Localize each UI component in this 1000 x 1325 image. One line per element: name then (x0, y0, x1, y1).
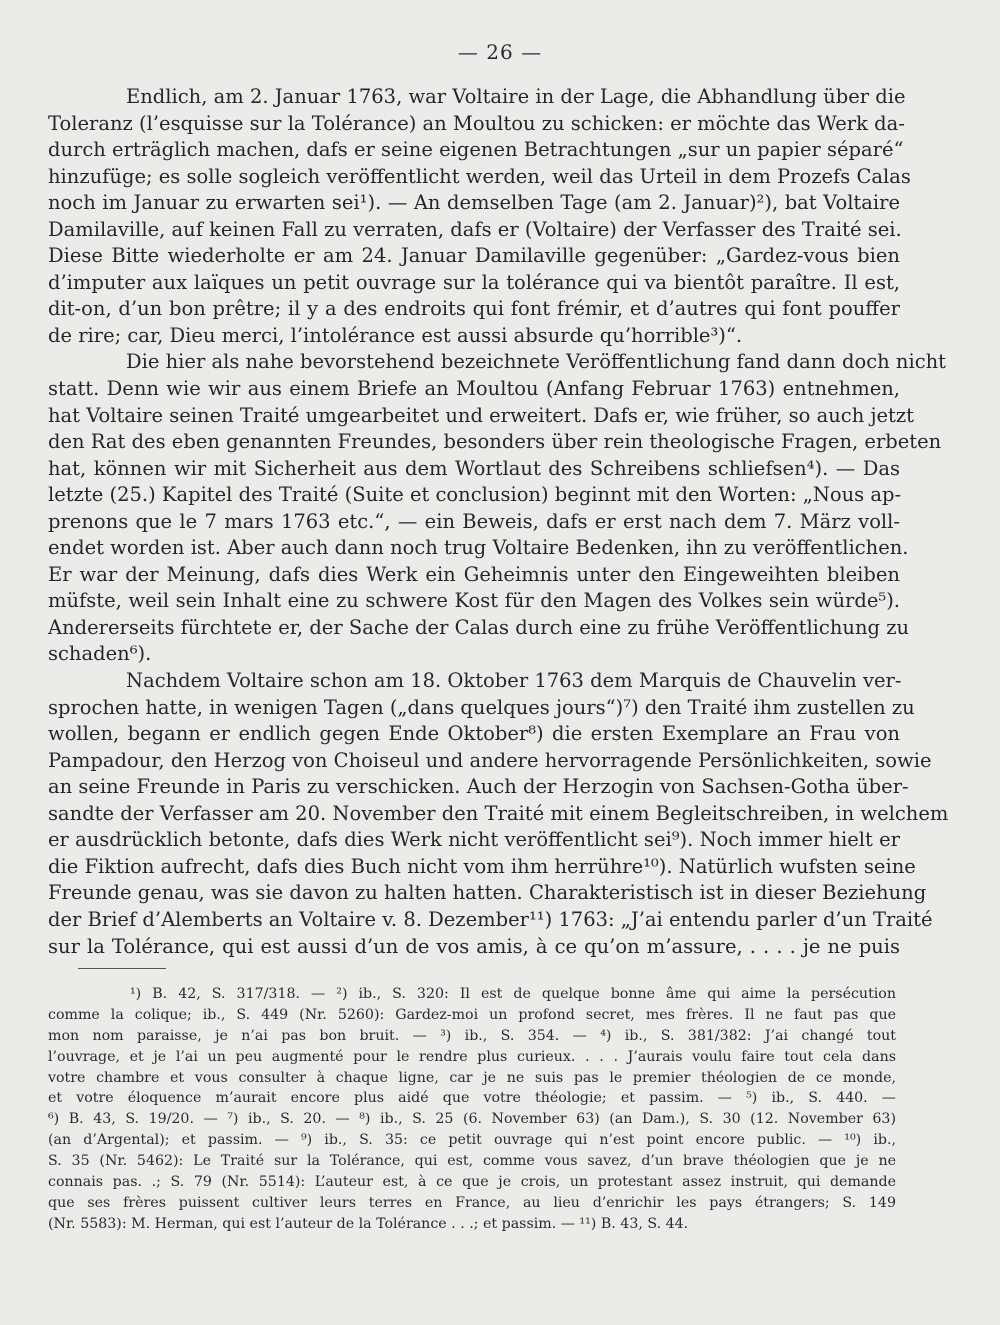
text-line: Damilaville, auf keinen Fall zu verraten, dafs er (Voltaire) der Verfasser des Traité sei. (48, 217, 902, 241)
text-line: an seine Freunde in Paris zu verschicken. Auch der Herzogin von Sachsen-Gotha über- (48, 775, 909, 799)
text-line: Toleranz (l’esquisse sur la Tolérance) an Moultou zu schicken: er möchte das Werk da- (48, 111, 905, 135)
footnote-line: ¹) B. 42, S. 317/318. — ²) ib., S. 320: Il est de quelque bonne âme qui aime la persécution (130, 986, 896, 1002)
text-line: Freunde genau, was sie davon zu halten hatten. Charakteristisch ist in dieser Beziehung (48, 881, 927, 905)
text-line: dit-on, d’un bon prêtre; il y a des endroits qui font frémir, et d’autres qui font pouffer (48, 297, 900, 321)
footnote-line: mon nom paraisse, je n’ai pas bon bruit. — ³) ib., S. 354. — ⁴) ib., S. 381/382: J’ai changé tout (48, 1027, 896, 1044)
footnote-line: (an d’Argental); et passim. — ⁹) ib., S. 35: ce petit ouvrage qui n’est point encore public. — ¹⁰) ib., (48, 1132, 896, 1149)
footnote-line: connais pas. .; S. 79 (Nr. 5514): L’auteur est, à ce que je crois, un protestant assez instruit, qui demande (48, 1174, 896, 1191)
text-line: Nachdem Voltaire schon am 18. Oktober 1763 dem Marquis de Chauvelin ver- (126, 669, 902, 693)
text-line: durch erträglich machen, dafs er seine eigenen Betrachtungen „sur un papier séparé“ (48, 138, 904, 162)
footnote-line: et votre éloquence m’aurait encore plus aidé que votre théologie; et passim. — ⁵) ib., S. 440. — (48, 1090, 896, 1107)
text-line: Die hier als nahe bevorstehend bezeichnete Veröffentlichung fand dann doch nicht (126, 350, 947, 374)
text-line: Pampadour, den Herzog von Choiseul und andere hervorragende Persönlichkeiten, sowie (48, 748, 932, 772)
text-line: Endlich, am 2. Januar 1763, war Voltaire in der Lage, die Abhandlung über die (126, 85, 906, 108)
page-number: — 26 — (457, 40, 543, 64)
text-line: Er war der Meinung, dafs dies Werk ein Geheimnis unter den Eingeweihten bleiben (48, 562, 900, 586)
text-line: Andererseits fürchtete er, der Sache der Calas durch eine zu frühe Veröffentlichung zu (48, 615, 910, 639)
text-line: der Brief d’Alemberts an Voltaire v. 8. Dezember¹¹) 1763: „J’ai entendu parler d’un Traité (48, 907, 933, 931)
text-line: letzte (25.) Kapitel des Traité (Suite et conclusion) beginnt mit den Worten: „Nous ap- (48, 483, 902, 507)
text-line: endet worden ist. Aber auch dann noch trug Voltaire Bedenken, ihn zu veröffentlichen. (48, 536, 909, 560)
text-line: die Fiktion aufrecht, dafs dies Buch nicht vom ihm herrühre¹⁰). Natürlich wufsten seine (48, 854, 916, 878)
text-line: noch im Januar zu erwarten sei¹). — An demselben Tage (am 2. Januar)²), bat Voltaire (48, 191, 900, 215)
footnote-line: ⁶) B. 43, S. 19/20. — ⁷) ib., S. 20. — ⁸) ib., S. 25 (6. November 63) (an Dam.), S. 30 (12. November 63) (48, 1111, 896, 1128)
text-line: den Rat des eben genannten Freundes, besonders über rein theologische Fragen, erbeten (48, 430, 942, 454)
text-line: sandte der Verfasser am 20. November den Traité mit einem Begleitschreiben, in welchem (48, 801, 949, 825)
text-line: statt. Denn wie wir aus einem Briefe an Moultou (Anfang Februar 1763) entnehmen, (48, 377, 900, 401)
text-line: prenons que le 7 mars 1763 etc.“, — ein Beweis, dafs er erst nach dem 7. März voll- (48, 509, 900, 533)
text-line: müfste, weil sein Inhalt eine zu schwere Kost für den Magen des Volkes sein würde⁵). (48, 589, 900, 613)
footnote-line: (Nr. 5583): M. Herman, qui est l’auteur de la Tolérance . . .; et passim. — ¹¹) B. 43, S. 44. (48, 1215, 689, 1232)
text-line: d’imputer aux laïques un petit ouvrage sur la tolérance qui va bientôt paraître. Il est, (48, 270, 900, 294)
footnote-line: que ses frères puissent cultiver leurs terres en France, au lieu d’enrichir les pays étrangers; S. 149 (48, 1194, 896, 1211)
footnotes (48, 984, 896, 1235)
text-line: sur la Tolérance, qui est aussi d’un de vos amis, à ce qu’on m’assure, . . . . je ne puis (48, 934, 900, 958)
text-line: Diese Bitte wiederholte er am 24. Januar Damilaville gegenüber: „Gardez-vous bien (48, 244, 900, 268)
footnote-rule (78, 968, 166, 969)
text-line: sprochen hatte, in wenigen Tagen („dans quelques jours“)⁷) den Traité ihm zustellen zu (48, 695, 915, 719)
footnote-line: comme la colique; ib., S. 449 (Nr. 5260): Gardez-moi un profond secret, mes frères. Il ne faut pas que (48, 1006, 896, 1023)
footnote-line: S. 35 (Nr. 5462): Le Traité sur la Tolérance, qui est, comme vous savez, d’un brave théologien que je ne (48, 1153, 896, 1170)
text-line: hinzufüge; es solle sogleich veröffentlicht werden, weil das Urteil in dem Prozefs Calas (48, 164, 911, 188)
text-line: wollen, begann er endlich gegen Ende Oktober⁸) die ersten Exemplare an Frau von (48, 722, 900, 746)
text-line: er ausdrücklich betonte, dafs dies Werk nicht veröffentlicht sei⁹). Noch immer hielt er (48, 828, 900, 852)
body-text (48, 84, 949, 960)
text-line: de rire; car, Dieu merci, l’intolérance est aussi absurde qu’horrible³)“. (48, 323, 743, 347)
text-line: hat Voltaire seinen Traité umgearbeitet und erweitert. Dafs er, wie früher, so auch jetzt (48, 403, 914, 427)
text-line: schaden⁶). (48, 642, 152, 666)
footnote-line: votre chambre et vous consulter à chaque ligne, car je ne suis pas le premier théologien de ce monde, (48, 1069, 896, 1086)
footnote-line: l’ouvrage, et je l’ai un peu augmenté pour le rendre plus curieux. . . . J’aurais voulu faire tout cela dans (48, 1048, 896, 1065)
text-line: hat, können wir mit Sicherheit aus dem Wortlaut des Schreibens schliefsen⁴). — Das (48, 456, 900, 480)
